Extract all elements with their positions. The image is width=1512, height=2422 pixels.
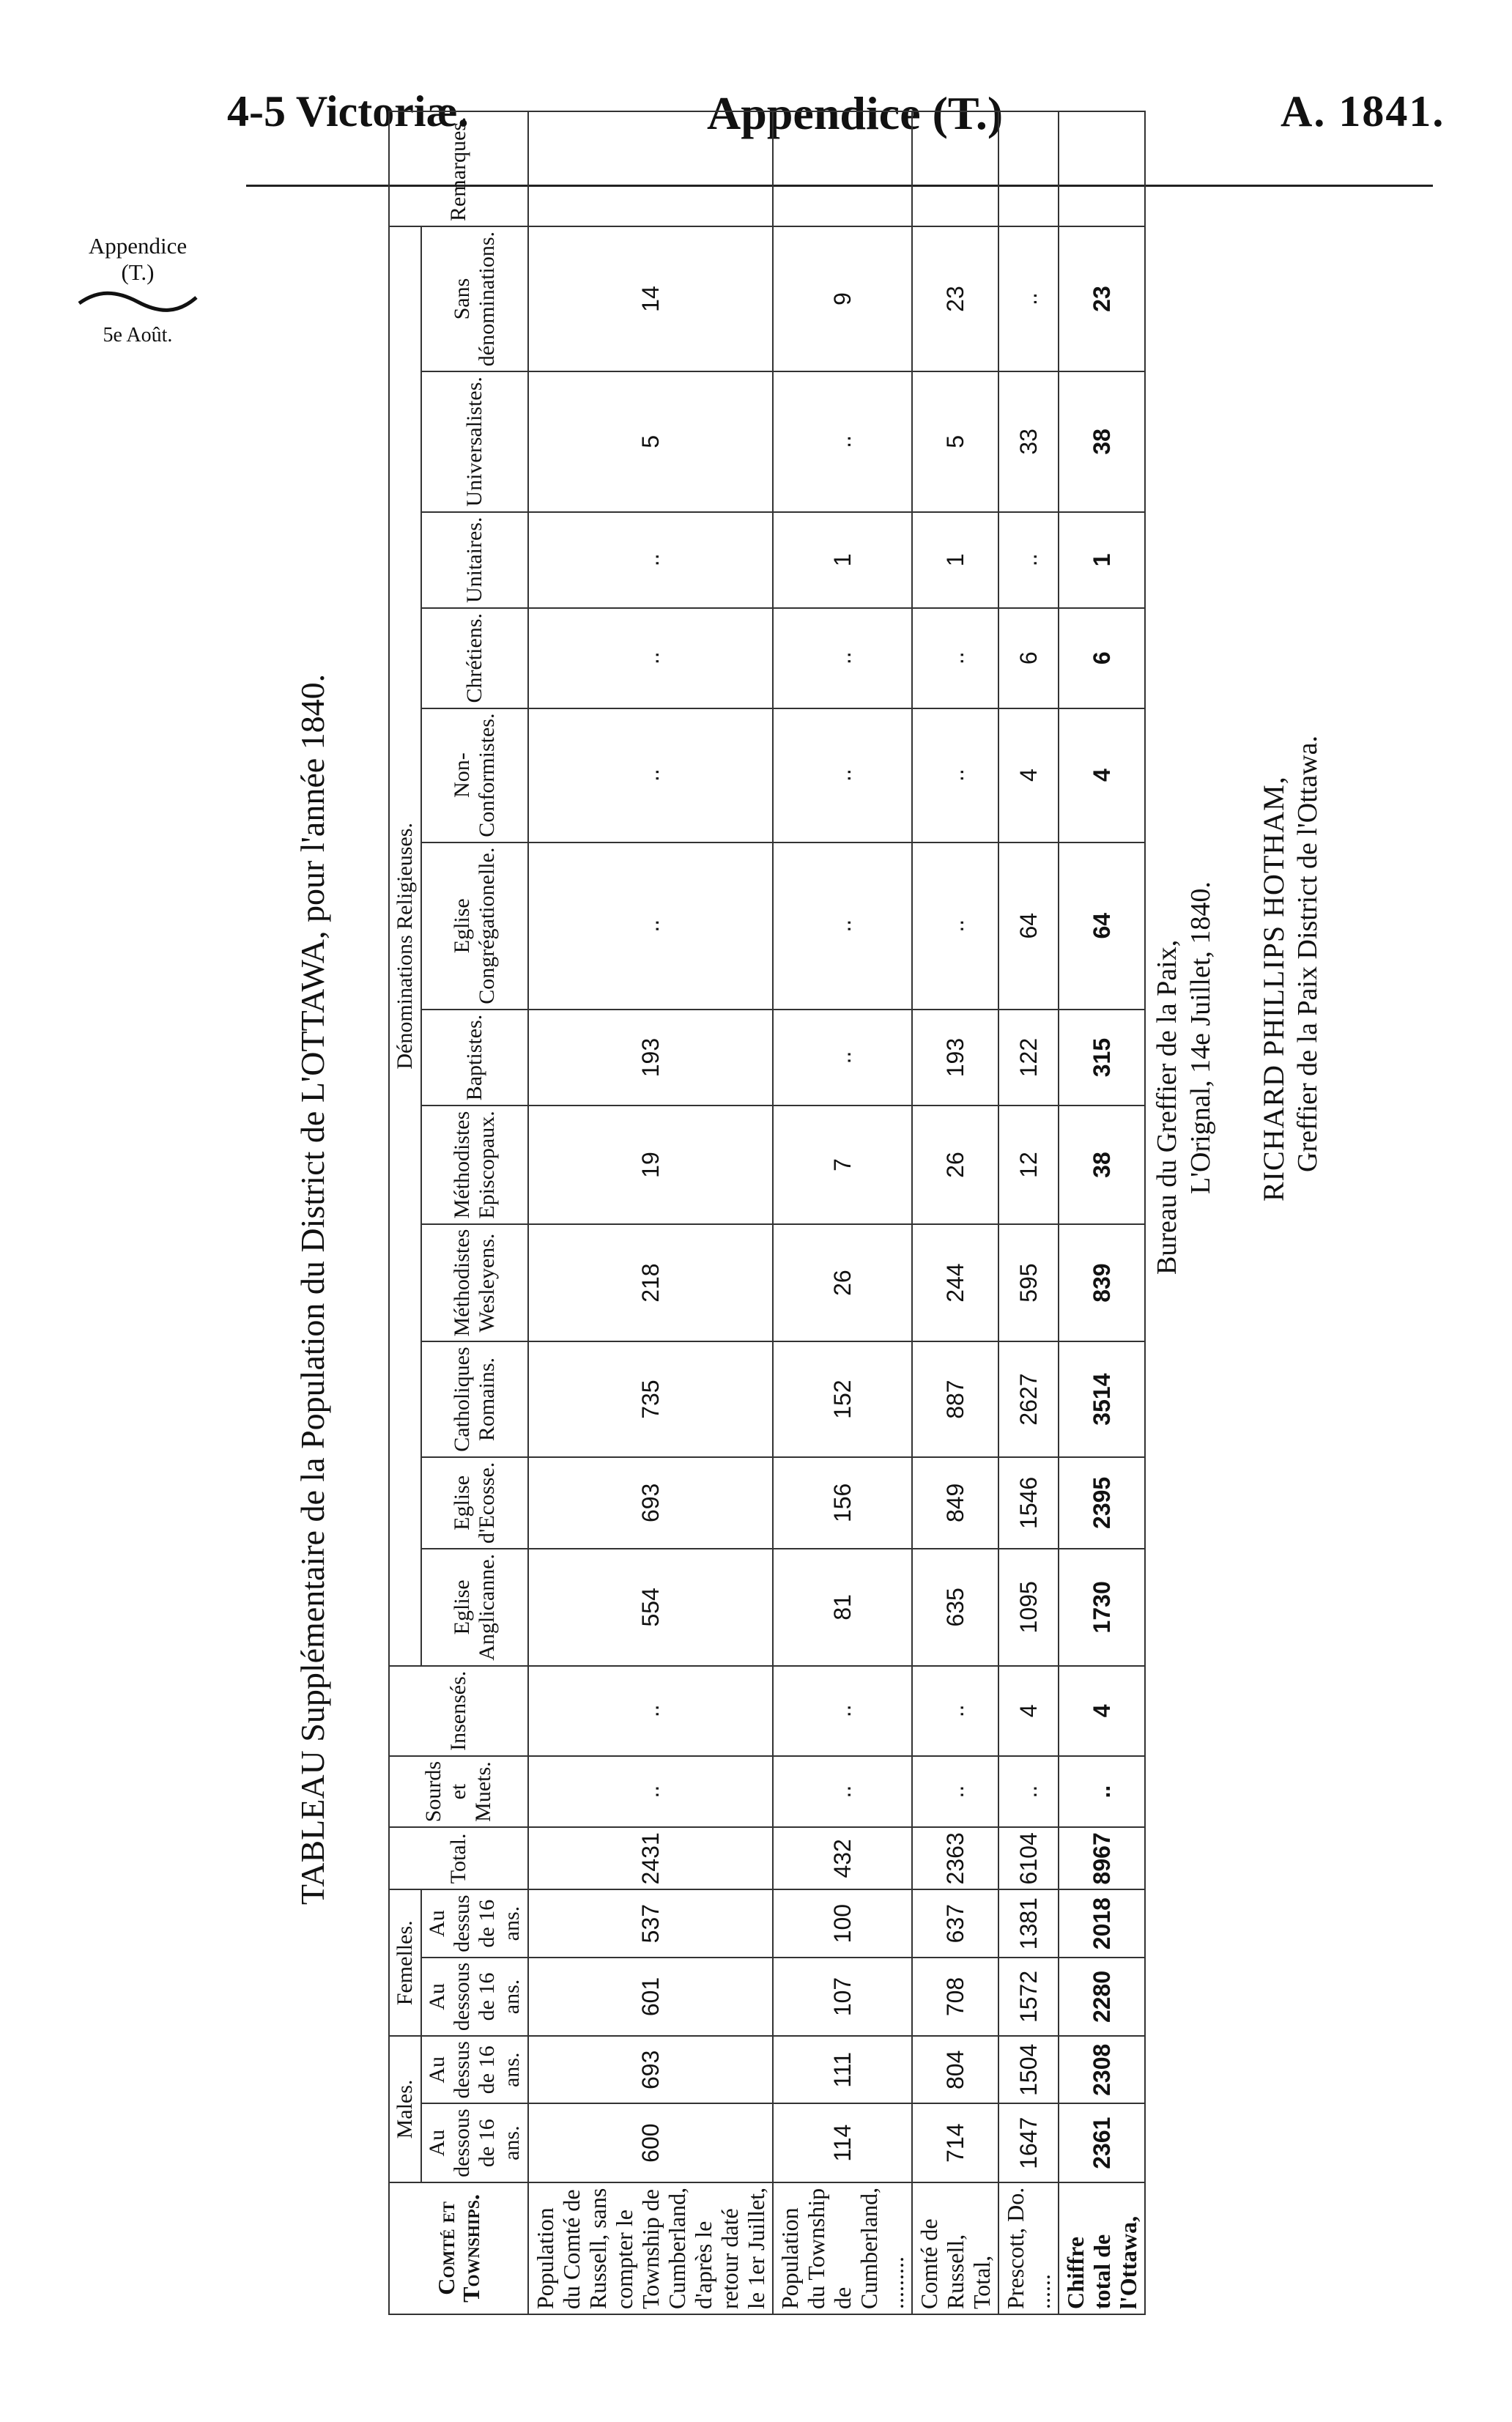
cell bbox=[912, 111, 998, 226]
margin-note-date: 5e Août. bbox=[103, 324, 173, 347]
cell: 2627 bbox=[998, 1341, 1059, 1456]
row-label: Prescott, Do. ...... bbox=[998, 2182, 1059, 2314]
cell: 601 bbox=[528, 1958, 773, 2036]
header-femelles: Femelles. bbox=[389, 1889, 421, 2036]
cell: 156 bbox=[773, 1457, 912, 1549]
cell: 81 bbox=[773, 1549, 912, 1666]
cell: 5 bbox=[528, 371, 773, 511]
margin-note-code: (T.) bbox=[121, 259, 155, 285]
header-insenses: Insensés. bbox=[389, 1666, 528, 1756]
cell: .. bbox=[773, 1010, 912, 1106]
margin-note bbox=[64, 233, 211, 349]
cell: 8967 bbox=[1059, 1827, 1145, 1889]
cell: 1 bbox=[773, 512, 912, 608]
cell: 4 bbox=[1059, 1666, 1145, 1756]
cell: 2361 bbox=[1059, 2103, 1145, 2182]
header-religion: Unitaires. bbox=[421, 512, 528, 608]
cell: 218 bbox=[528, 1224, 773, 1342]
cell: 2308 bbox=[1059, 2036, 1145, 2103]
cell: .. bbox=[773, 371, 912, 511]
cell: 600 bbox=[528, 2103, 773, 2182]
cell: 64 bbox=[1059, 842, 1145, 1010]
header-males: Males. bbox=[389, 2036, 421, 2182]
cell: .. bbox=[912, 1666, 998, 1756]
cell: .. bbox=[998, 226, 1059, 371]
cell: .. bbox=[912, 708, 998, 842]
cell: 7 bbox=[773, 1106, 912, 1223]
cell: 3514 bbox=[1059, 1341, 1145, 1456]
header-county: Comté et Townships. bbox=[389, 2182, 528, 2314]
cell bbox=[773, 111, 912, 226]
signature-name: RICHARD PHILLIPS HOTHAM, bbox=[1257, 776, 1290, 1201]
header-femelles-over16: Au dessus de 16 ans. bbox=[421, 1889, 528, 1957]
cell: 19 bbox=[528, 1106, 773, 1223]
cell: 693 bbox=[528, 2036, 773, 2103]
header-males-under16: Au dessous de 16 ans. bbox=[421, 2103, 528, 2182]
cell bbox=[528, 111, 773, 226]
row-label: Population du Township de Cumberland, ......... bbox=[773, 2182, 912, 2314]
cell: 537 bbox=[528, 1889, 773, 1957]
header-sourds: Sourds et Muets. bbox=[389, 1756, 528, 1827]
cell: 849 bbox=[912, 1457, 998, 1549]
cell: 111 bbox=[773, 2036, 912, 2103]
swash-ornament-icon bbox=[75, 289, 200, 314]
header-religion: Eglise d'Ecosse. bbox=[421, 1457, 528, 1549]
cell: 6 bbox=[998, 608, 1059, 708]
cell: 38 bbox=[1059, 1106, 1145, 1223]
cell: 714 bbox=[912, 2103, 998, 2182]
cell: 4 bbox=[1059, 708, 1145, 842]
cell: 2280 bbox=[1059, 1958, 1145, 2036]
population-table bbox=[388, 111, 1146, 2315]
cell: 12 bbox=[998, 1106, 1059, 1223]
cell: 4 bbox=[998, 1666, 1059, 1756]
row-label: Comté de Russell, Total, bbox=[912, 2182, 998, 2314]
cell: .. bbox=[1059, 1756, 1145, 1827]
cell: 6 bbox=[1059, 608, 1145, 708]
cell: 1546 bbox=[998, 1457, 1059, 1549]
cell: .. bbox=[528, 708, 773, 842]
header-year: A. 1841. bbox=[1281, 87, 1445, 136]
signature-office: Bureau du Greffier de la Paix, bbox=[1152, 939, 1182, 1275]
cell: 1 bbox=[912, 512, 998, 608]
cell: .. bbox=[773, 708, 912, 842]
cell: 23 bbox=[1059, 226, 1145, 371]
cell: .. bbox=[528, 1666, 773, 1756]
cell: .. bbox=[773, 608, 912, 708]
table-title: TABLEAU Supplémentaire de la Population du District de L'OTTAWA, pour l'année 1840. bbox=[294, 673, 331, 1906]
cell: 708 bbox=[912, 1958, 998, 2036]
header-session: 4-5 Victoriæ. bbox=[227, 87, 469, 136]
cell: 26 bbox=[912, 1106, 998, 1223]
cell: 38 bbox=[1059, 371, 1145, 511]
cell: 1381 bbox=[998, 1889, 1059, 1957]
header-males-over16: Au dessus de 16 ans. bbox=[421, 2036, 528, 2103]
cell: 735 bbox=[528, 1341, 773, 1456]
cell: 64 bbox=[998, 842, 1059, 1010]
signature-role: Greffier de la Paix District de l'Ottawa. bbox=[1292, 736, 1323, 1172]
header-religion: Non-Conformistes. bbox=[421, 708, 528, 842]
table-row bbox=[998, 111, 1059, 2314]
cell: 26 bbox=[773, 1224, 912, 1342]
cell: 107 bbox=[773, 1958, 912, 2036]
cell: 635 bbox=[912, 1549, 998, 1666]
cell: 595 bbox=[998, 1224, 1059, 1342]
cell: 6104 bbox=[998, 1827, 1059, 1889]
cell: 100 bbox=[773, 1889, 912, 1957]
cell: .. bbox=[528, 512, 773, 608]
cell: .. bbox=[773, 842, 912, 1010]
cell: .. bbox=[773, 1756, 912, 1827]
cell: 23 bbox=[912, 226, 998, 371]
signature-block bbox=[1150, 396, 1324, 1275]
row-label: Population du Comté de Russell, sans compter le Township de Cumberland, d'après le retour daté le 1er Juillet, bbox=[528, 2182, 773, 2314]
header-femelles-under16: Au dessous de 16 ans. bbox=[421, 1958, 528, 2036]
header-religion: Catholiques Romains. bbox=[421, 1341, 528, 1456]
cell: 4 bbox=[998, 708, 1059, 842]
table-row bbox=[773, 111, 912, 2314]
rotated-page-content bbox=[293, 116, 1436, 2315]
cell: 887 bbox=[912, 1341, 998, 1456]
cell: .. bbox=[998, 512, 1059, 608]
margin-note-label: Appendice bbox=[88, 233, 188, 259]
cell: 152 bbox=[773, 1341, 912, 1456]
cell: .. bbox=[528, 842, 773, 1010]
cell: .. bbox=[912, 1756, 998, 1827]
header-religion: Eglise Congrégationelle. bbox=[421, 842, 528, 1010]
cell: 14 bbox=[528, 226, 773, 371]
row-label: Chiffre total de l'Ottawa, bbox=[1059, 2182, 1145, 2314]
cell: 1 bbox=[1059, 512, 1145, 608]
cell bbox=[1059, 111, 1145, 226]
cell: 1647 bbox=[998, 2103, 1059, 2182]
cell: .. bbox=[528, 1756, 773, 1827]
cell: 244 bbox=[912, 1224, 998, 1342]
cell bbox=[998, 111, 1059, 226]
cell: 432 bbox=[773, 1827, 912, 1889]
header-religion: Universalistes. bbox=[421, 371, 528, 511]
header-denominations: Dénominations Religieuses. bbox=[389, 226, 421, 1666]
cell: 9 bbox=[773, 226, 912, 371]
header-remarques: Remarques. bbox=[389, 111, 528, 226]
table-row bbox=[528, 111, 773, 2314]
header-religion: Méthodistes Episcopaux. bbox=[421, 1106, 528, 1223]
cell: 193 bbox=[912, 1010, 998, 1106]
cell: 804 bbox=[912, 2036, 998, 2103]
header-religion: Sans dénominations. bbox=[421, 226, 528, 371]
cell: 122 bbox=[998, 1010, 1059, 1106]
header-total: Total. bbox=[389, 1827, 528, 1889]
header-religion: Eglise Anglicanne. bbox=[421, 1549, 528, 1666]
cell: 1730 bbox=[1059, 1549, 1145, 1666]
table-row-total bbox=[1059, 111, 1145, 2314]
cell: 33 bbox=[998, 371, 1059, 511]
cell: 637 bbox=[912, 1889, 998, 1957]
header-appendix: Appendice (T.) bbox=[707, 87, 1004, 139]
cell: .. bbox=[773, 1666, 912, 1756]
header-religion: Méthodistes Wesleyens. bbox=[421, 1224, 528, 1342]
cell: 1095 bbox=[998, 1549, 1059, 1666]
cell: 554 bbox=[528, 1549, 773, 1666]
cell: .. bbox=[998, 1756, 1059, 1827]
cell: 839 bbox=[1059, 1224, 1145, 1342]
cell: 2431 bbox=[528, 1827, 773, 1889]
cell: 693 bbox=[528, 1457, 773, 1549]
cell: 1504 bbox=[998, 2036, 1059, 2103]
table-row bbox=[912, 111, 998, 2314]
cell: 5 bbox=[912, 371, 998, 511]
cell: .. bbox=[912, 842, 998, 1010]
cell: .. bbox=[912, 608, 998, 708]
cell: 315 bbox=[1059, 1010, 1145, 1106]
cell: 193 bbox=[528, 1010, 773, 1106]
cell: 2395 bbox=[1059, 1457, 1145, 1549]
signature-place-date: L'Orignal, 14e Juillet, 1840. bbox=[1185, 881, 1216, 1194]
cell: 1572 bbox=[998, 1958, 1059, 2036]
cell: 2363 bbox=[912, 1827, 998, 1889]
header-religion: Baptistes. bbox=[421, 1010, 528, 1106]
cell: 2018 bbox=[1059, 1889, 1145, 1957]
header-religion: Chrétiens. bbox=[421, 608, 528, 708]
cell: .. bbox=[528, 608, 773, 708]
cell: 114 bbox=[773, 2103, 912, 2182]
